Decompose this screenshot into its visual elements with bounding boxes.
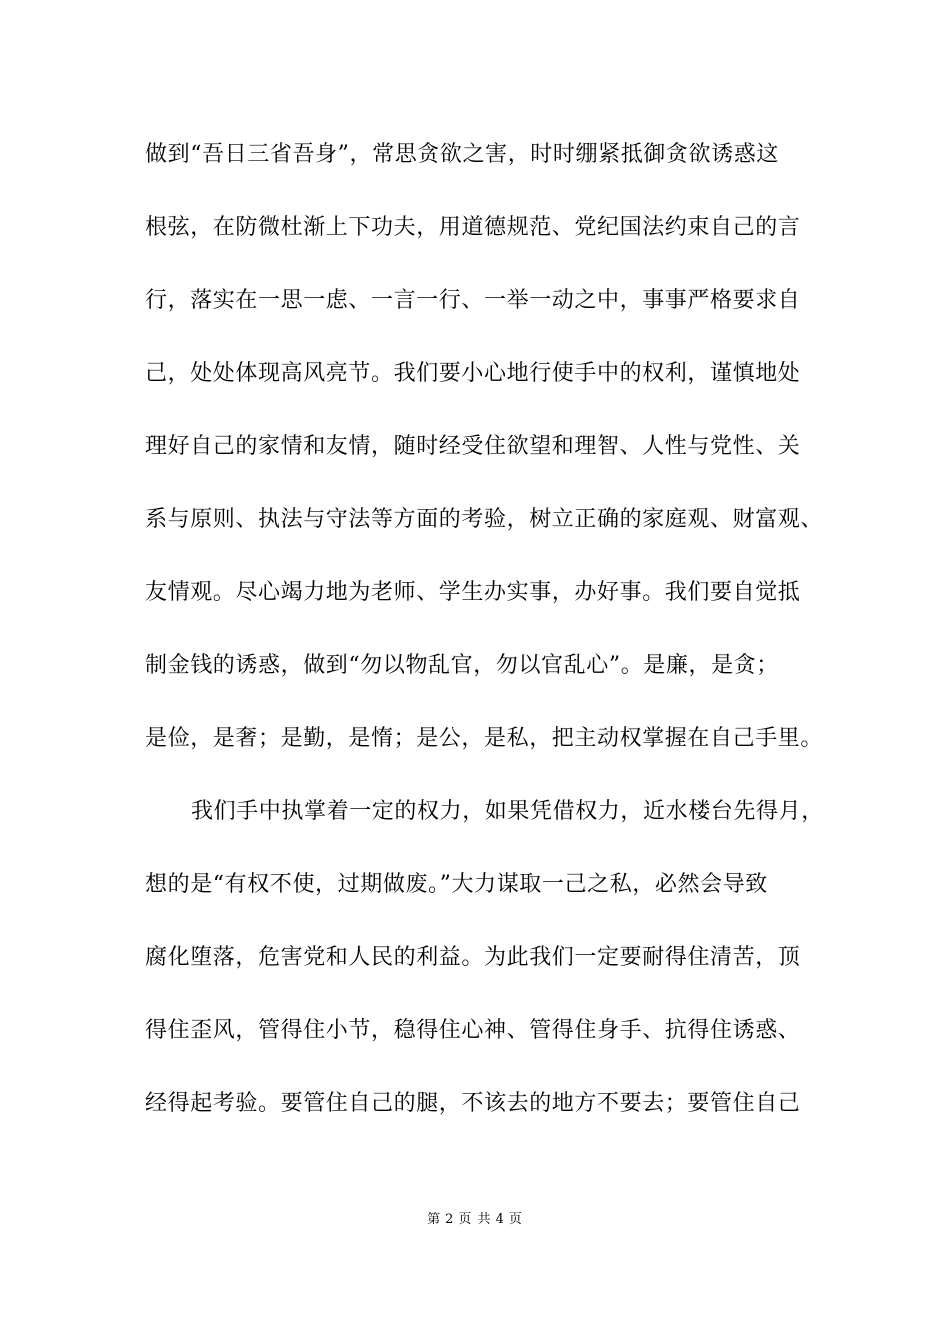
- text-line: 行，落实在一思一虑、一言一行、一举一动之中，事事严格要求自: [145, 288, 801, 313]
- page-footer: [0, 1208, 950, 1227]
- text-line: 是俭，是奢；是勤，是惰；是公，是私，把主动权掌握在自己手里。: [145, 726, 824, 751]
- text-line: 得住歪风，管得住小节，稳得住心神、管得住身手、抗得住诱惑、: [145, 1018, 801, 1043]
- footer-middle: 页 共: [458, 1212, 492, 1227]
- text-line: 根弦，在防微杜渐上下功夫，用道德规范、党纪国法约束自己的言: [145, 215, 801, 240]
- text-line: 系与原则、执法与守法等方面的考验，树立正确的家庭观、财富观、: [145, 507, 824, 532]
- total-page-number: 4: [495, 1212, 505, 1227]
- paragraph-start-line: 我们手中执掌着一定的权力，如果凭借权力，近水楼台先得月，: [191, 799, 824, 824]
- text-line: 腐化堕落，危害党和人民的利益。为此我们一定要耐得住清苦，顶: [145, 945, 801, 970]
- text-line: 做到“吾日三省吾身”，常思贪欲之害，时时绷紧抵御贪欲诱惑这: [145, 142, 779, 167]
- text-line: 经得起考验。要管住自己的腿，不该去的地方不要去；要管住自己: [145, 1091, 801, 1116]
- footer-prefix: 第: [427, 1212, 442, 1227]
- body-text: [145, 132, 835, 1154]
- text-line: 己，处处体现高风亮节。我们要小心地行使手中的权利，谨慎地处: [145, 361, 801, 386]
- text-line: 理好自己的家情和友情，随时经受住欲望和理智、人性与党性、关: [145, 434, 801, 459]
- text-line: 想的是“有权不使，过期做废。”大力谋取一己之私，必然会导致: [145, 872, 768, 897]
- text-line: 制金钱的诱惑，做到“勿以物乱官，勿以官乱心”。是廉，是贪；: [145, 653, 779, 678]
- current-page-number: 2: [445, 1212, 455, 1227]
- text-line: 友情观。尽心竭力地为老师、学生办实事，办好事。我们要自觉抵: [145, 580, 801, 605]
- footer-suffix: 页: [508, 1212, 523, 1227]
